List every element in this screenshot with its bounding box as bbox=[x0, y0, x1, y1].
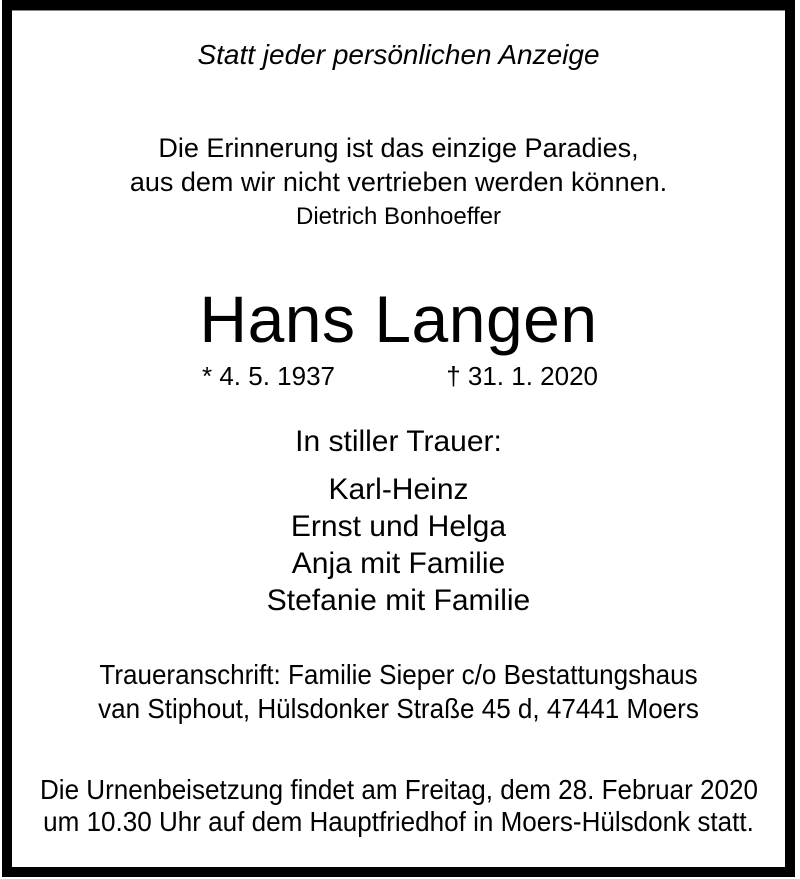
life-dates-row bbox=[202, 363, 598, 389]
address-line-1: Traueranschrift: Familie Sieper c/o Bestattungshaus bbox=[99, 659, 698, 690]
mourning-header: In stiller Trauer: bbox=[295, 425, 502, 458]
frame-top-hairline bbox=[12, 10, 785, 11]
mourners-list bbox=[13, 471, 784, 619]
death-date: † 31. 1. 2020 bbox=[446, 361, 598, 391]
funeral-line-2: um 10.30 Uhr auf dem Hauptfriedhof in Moers-Hülsdonk statt. bbox=[43, 806, 754, 837]
quote-author: Dietrich Bonhoeffer bbox=[295, 203, 501, 230]
funeral-info-block bbox=[40, 774, 757, 838]
mourner-name: Anja mit Familie bbox=[291, 547, 506, 580]
funeral-line-1: Die Urnenbeisetzung findet am Freitag, dem 28. Februar 2020 bbox=[39, 774, 758, 805]
mourner-name: Stefanie mit Familie bbox=[266, 584, 531, 617]
mourning-address-block bbox=[40, 658, 757, 726]
birth-date: * 4. 5. 1937 bbox=[202, 361, 335, 391]
quote-block bbox=[13, 131, 784, 199]
mourner-name: Karl-Heinz bbox=[328, 473, 469, 506]
quote-line-1: Die Erinnerung ist das einzige Paradies, bbox=[158, 133, 639, 163]
preamble-text: Statt jeder persönlichen Anzeige bbox=[197, 39, 600, 70]
quote-line-2: aus dem wir nicht vertrieben werden können. bbox=[129, 167, 668, 197]
deceased-name: Hans Langen bbox=[199, 282, 598, 356]
address-line-2: van Stiphout, Hülsdonker Straße 45 d, 47441 Moers bbox=[98, 693, 699, 724]
mourner-name: Ernst und Helga bbox=[290, 510, 507, 543]
